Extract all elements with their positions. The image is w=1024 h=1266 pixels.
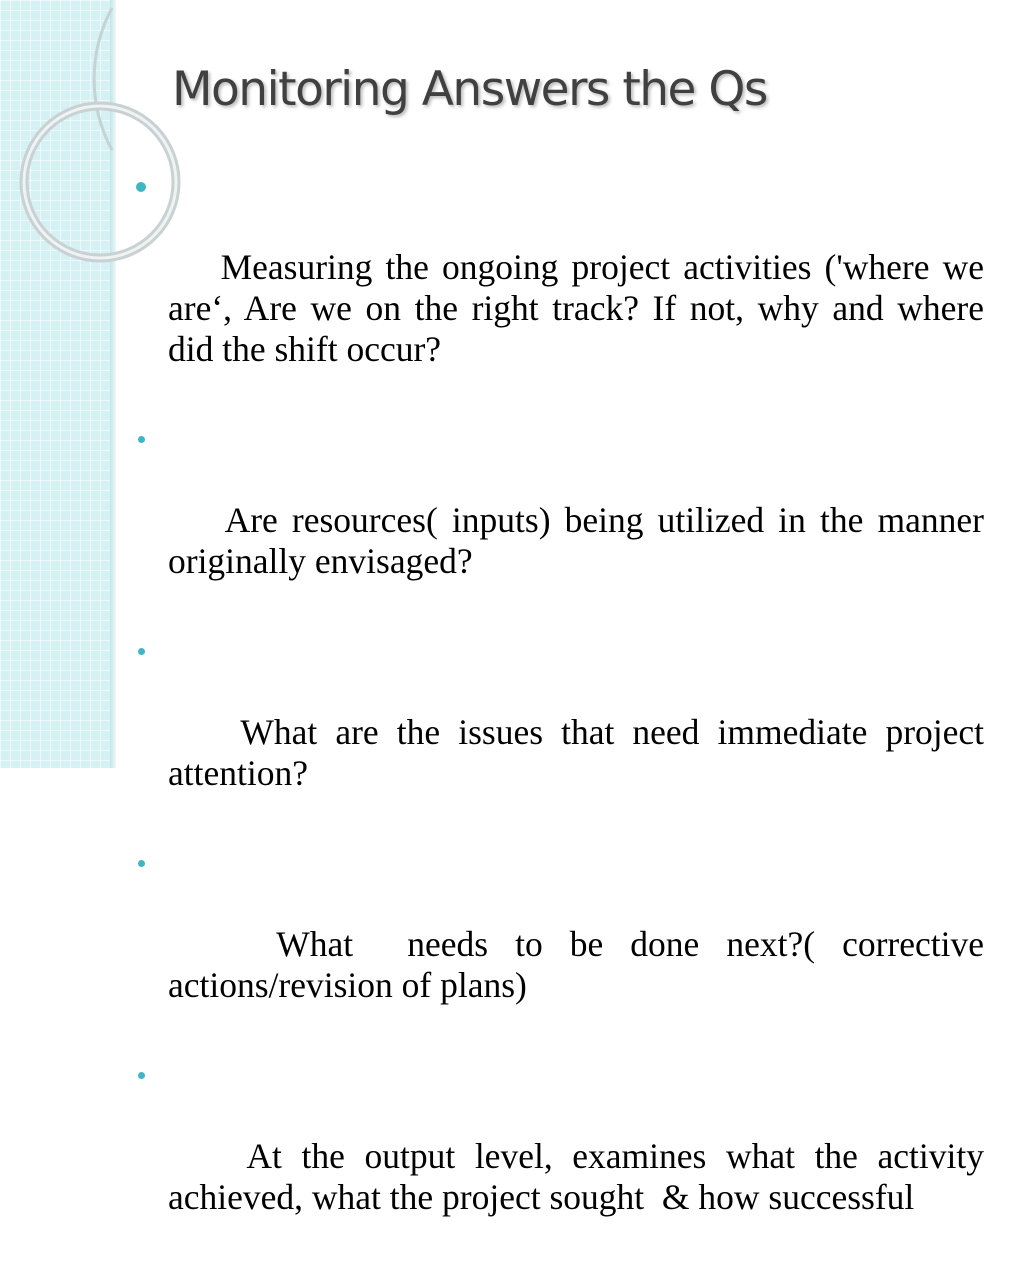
bullet-text: Are resources( inputs) being utilized in the manner originally envisaged?: [168, 500, 993, 581]
bullet-item: [168, 165, 993, 411]
bullet-text: At the output level, examines what the activity achieved, what the project sought & how successful: [168, 1136, 993, 1217]
bullet-item: [168, 630, 993, 835]
bullet-dot-icon: [138, 648, 145, 655]
bullet-dot-icon: [136, 182, 146, 192]
bullet-text: What are the issues that need immediate project attention?: [168, 712, 993, 793]
bullet-item: [168, 842, 993, 1047]
bullet-dot-icon: [138, 436, 145, 443]
bullet-text: What needs to be done next?( corrective actions/revision of plans): [168, 924, 993, 1005]
bullet-list: [168, 165, 993, 1266]
bullet-text: Measuring the ongoing project activities ('where we are‘, Are we on the right track? If not, why and where did the shift occur?: [168, 247, 993, 369]
bullet-item: [168, 1054, 993, 1259]
bullet-item: [168, 418, 993, 623]
bullet-dot-icon: [138, 1072, 145, 1079]
slide-title: Monitoring Answers the Qs: [172, 62, 767, 117]
bullet-dot-icon: [138, 860, 145, 867]
